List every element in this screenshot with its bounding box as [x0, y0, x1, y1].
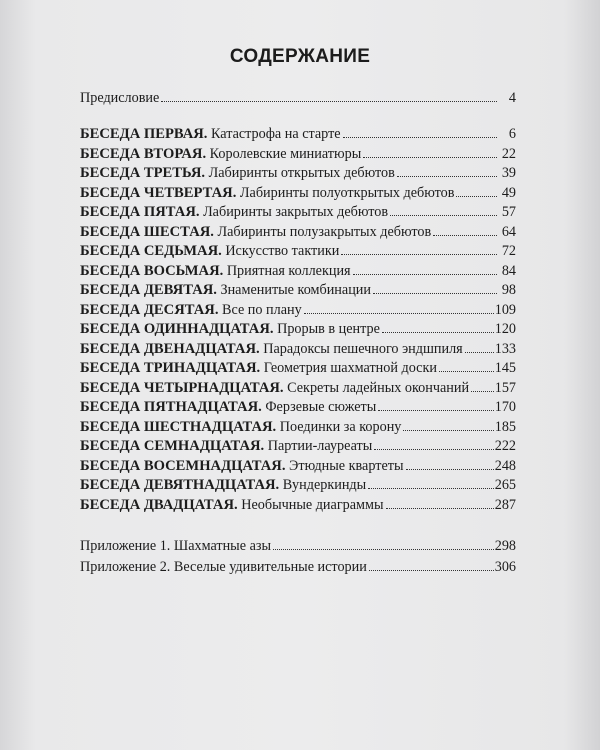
toc-entry-number: БЕСЕДА СЕДЬМАЯ.	[80, 243, 222, 259]
toc-entry	[80, 144, 516, 164]
dot-leader	[439, 371, 494, 372]
toc-entry	[80, 339, 516, 359]
toc-entry	[80, 202, 516, 222]
dot-leader	[343, 137, 497, 138]
toc-entry-number: БЕСЕДА ТРИНАДЦАТАЯ.	[80, 360, 261, 376]
toc-entry-number: БЕСЕДА ВОСЬМАЯ.	[80, 262, 224, 279]
toc-entry-page: 57	[501, 204, 516, 220]
toc-entry-page: 306	[494, 559, 516, 575]
toc-entry-page: 84	[501, 262, 516, 279]
toc-entry	[80, 222, 516, 242]
toc-entry-page: 287	[494, 496, 516, 513]
toc-entry	[80, 124, 516, 144]
toc-entry-title: Лабиринты полузакрытых дебютов	[217, 223, 432, 240]
dot-leader	[373, 293, 497, 294]
toc-entry-number: БЕСЕДА ПЯТАЯ.	[80, 204, 200, 220]
toc-entry-page: 222	[494, 438, 516, 454]
dot-leader	[471, 391, 494, 392]
dot-leader	[161, 101, 497, 102]
toc-entry-number: БЕСЕДА ДЕВЯТАЯ.	[80, 282, 217, 298]
toc-entry-page: 120	[494, 321, 516, 337]
toc-entry-title: Парадоксы пешечного эндшпиля	[263, 340, 463, 357]
toc-entry-page: 22	[501, 145, 516, 162]
dot-leader	[353, 274, 497, 275]
toc-entry	[80, 536, 516, 556]
toc-entry-title: Приложение 2. Веселые удивительные истории	[80, 559, 367, 575]
dot-leader	[397, 176, 497, 177]
dot-leader	[363, 157, 497, 158]
toc-entry	[80, 495, 516, 515]
dot-leader	[273, 549, 494, 550]
dot-leader	[341, 254, 497, 255]
toc-entry	[80, 456, 516, 476]
toc-entry-number: БЕСЕДА ДВЕНАДЦАТАЯ.	[80, 340, 260, 357]
toc-entry-number: БЕСЕДА ДЕСЯТАЯ.	[80, 301, 219, 318]
toc-entry-number: БЕСЕДА ТРЕТЬЯ.	[80, 165, 206, 181]
toc-entry-title: Лабиринты закрытых дебютов	[203, 204, 389, 220]
toc-entry-page: 6	[508, 126, 516, 142]
dot-leader	[369, 570, 494, 571]
toc-entry-page: 185	[494, 418, 516, 435]
dot-leader	[406, 469, 494, 470]
toc-entry-title: Приятная коллекция	[226, 262, 351, 279]
toc-entry-page: 109	[494, 301, 516, 318]
toc-entry-title: Прорыв в центре	[277, 321, 380, 337]
toc-entry-title: Вундеркинды	[282, 477, 367, 493]
toc-entry	[80, 436, 516, 456]
toc-entry-number: БЕСЕДА СЕМНАДЦАТАЯ.	[80, 438, 265, 454]
toc-entry-title: Партии-лауреаты	[267, 438, 373, 454]
toc-entry-page: 157	[494, 379, 516, 396]
toc-entry	[80, 475, 516, 495]
toc-entry	[80, 183, 516, 203]
toc-entry-number: БЕСЕДА ВОСЕМНАДЦАТАЯ.	[80, 457, 286, 474]
dot-leader	[304, 313, 494, 314]
toc-entry-number: БЕСЕДА ЧЕТВЕРТАЯ.	[80, 184, 237, 201]
toc-entry-title: Знаменитые комбинации	[220, 282, 371, 298]
toc-entry-title: Лабиринты открытых дебютов	[208, 165, 395, 181]
toc-entry-number: БЕСЕДА ДВАДЦАТАЯ.	[80, 496, 238, 513]
dot-leader	[456, 196, 497, 197]
toc-entry-page: 49	[501, 184, 516, 201]
dot-leader	[433, 235, 497, 236]
toc-entry-number: БЕСЕДА ПЕРВАЯ.	[80, 126, 208, 142]
toc-entry-page: 72	[501, 243, 516, 259]
toc-entry-page: 64	[501, 223, 516, 240]
toc-entry-title: Ферзевые сюжеты	[265, 399, 377, 415]
toc-entry	[80, 358, 516, 378]
toc-entry	[80, 280, 516, 300]
toc-entry-title: Секреты ладейных окончаний	[287, 379, 470, 396]
toc-entry-page: 265	[494, 477, 516, 493]
toc-entry-number: БЕСЕДА ШЕСТАЯ.	[80, 223, 214, 240]
toc-entry-title: Приложение 1. Шахматные азы	[80, 538, 271, 554]
dot-leader	[382, 332, 494, 333]
dot-leader	[378, 410, 493, 411]
toc-entry-number: БЕСЕДА ПЯТНАДЦАТАЯ.	[80, 399, 262, 415]
page-title: СОДЕРЖАНИЕ	[229, 46, 371, 67]
toc-entry-page: 133	[494, 340, 516, 357]
toc-entry-page: 298	[494, 538, 516, 554]
toc-entry-page: 248	[494, 457, 516, 474]
toc-entry-title: Этюдные квартеты	[289, 457, 404, 474]
dot-leader	[465, 352, 494, 353]
toc-entry	[80, 397, 516, 417]
toc-entry	[80, 417, 516, 437]
toc-entry-title: Искусство тактики	[225, 243, 340, 259]
toc-entry-number: БЕСЕДА ЧЕТЫРНАДЦАТАЯ.	[80, 379, 284, 396]
toc-entry-number: БЕСЕДА ДЕВЯТНАДЦАТАЯ.	[80, 477, 280, 493]
toc-entry-title: Королевские миниатюры	[209, 145, 362, 162]
dot-leader	[403, 430, 493, 431]
toc-entry-title: Катастрофа на старте	[210, 126, 341, 142]
toc-entry-title: Лабиринты полуоткрытых дебютов	[239, 184, 455, 201]
toc-entry	[80, 163, 516, 183]
toc-entry-page: 145	[494, 360, 516, 376]
toc-entry	[80, 557, 516, 577]
toc-entry-page: 98	[501, 282, 516, 298]
toc-entry-title: Все по плану	[222, 301, 302, 318]
toc-entry-number: БЕСЕДА ВТОРАЯ.	[80, 145, 207, 162]
toc-entry	[80, 241, 516, 261]
toc-entry	[80, 261, 516, 281]
dot-leader	[386, 508, 494, 509]
toc-entry-page: 170	[494, 399, 516, 415]
toc-entry-page: 4	[508, 90, 516, 106]
toc-entry	[80, 300, 516, 320]
toc-entry-title: Геометрия шахматной доски	[263, 360, 437, 376]
toc-entry	[80, 319, 516, 339]
dot-leader	[390, 215, 497, 216]
toc-entry-page: 39	[501, 165, 516, 181]
toc-entry-number: БЕСЕДА ШЕСТНАДЦАТАЯ.	[80, 418, 277, 435]
toc-entry-number: БЕСЕДА ОДИННАДЦАТАЯ.	[80, 321, 274, 337]
toc-entry-title: Необычные диаграммы	[241, 496, 384, 513]
toc-entry-title: Поединки за корону	[279, 418, 402, 435]
toc-entry-title: Предисловие	[80, 90, 160, 106]
dot-leader	[368, 488, 494, 489]
dot-leader	[374, 449, 493, 450]
toc-entry	[80, 378, 516, 398]
toc-entry	[80, 88, 516, 108]
